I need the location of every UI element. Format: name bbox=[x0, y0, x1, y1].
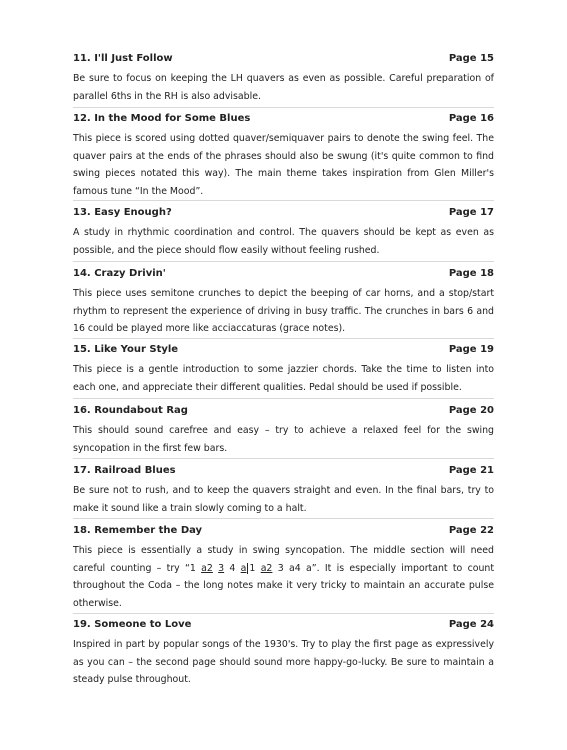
divider bbox=[73, 398, 494, 399]
entry-description: This piece is a gentle introduction to some jazzier chords. Take the time to listen into each one, and appreciate their different qualities. Pedal should be used if possible. bbox=[73, 364, 494, 393]
entry-title: 15. Like Your Style bbox=[73, 344, 179, 355]
count-syllable: 4 bbox=[229, 562, 236, 574]
entry-16 bbox=[73, 404, 494, 457]
entry-17 bbox=[73, 464, 494, 517]
entry-page-number: Page 16 bbox=[448, 113, 494, 124]
entry-11 bbox=[73, 52, 494, 105]
divider bbox=[73, 458, 494, 459]
count-syllable: a2 bbox=[260, 562, 273, 574]
entry-page-number: Page 22 bbox=[448, 525, 494, 536]
entry-description: A study in rhythmic coordination and control. The quavers should be kept as even as possible, and the piece should flow easily without feeling rushed. bbox=[73, 227, 494, 256]
entry-description bbox=[73, 542, 494, 612]
count-syllable: a bbox=[240, 562, 247, 574]
entry-title: 14. Crazy Drivin' bbox=[73, 268, 166, 279]
entry-description: This piece uses semitone crunches to depict the beeping of car horns, and a stop/start rhythm to represent the experience of driving in busy traffic. The crunches in bars 6 and 16 could be played more like acciaccaturas (grace notes). bbox=[73, 288, 494, 334]
entry-12 bbox=[73, 112, 494, 200]
count-syllable: 3 bbox=[218, 562, 225, 574]
divider bbox=[73, 518, 494, 519]
entry-page-number: Page 18 bbox=[448, 268, 494, 279]
entry-header bbox=[73, 404, 494, 418]
entry-page-number: Page 17 bbox=[448, 207, 494, 218]
divider bbox=[73, 261, 494, 262]
entry-header bbox=[73, 524, 494, 538]
count-syllable: a2 bbox=[201, 562, 213, 574]
entry-page-number: Page 24 bbox=[448, 619, 494, 630]
divider bbox=[73, 107, 494, 108]
entry-page-number: Page 20 bbox=[448, 405, 494, 416]
divider bbox=[73, 613, 494, 614]
entry-header bbox=[73, 618, 494, 632]
entry-14 bbox=[73, 267, 494, 338]
entry-page-number: Page 19 bbox=[448, 344, 494, 355]
entry-description: Be sure to focus on keeping the LH quavers as even as possible. Careful preparation of parallel 6ths in the RH is also advisable. bbox=[73, 73, 494, 102]
entry-title: 19. Someone to Love bbox=[73, 619, 192, 630]
count-syllable: 1 bbox=[249, 562, 256, 574]
divider bbox=[73, 338, 494, 339]
entry-title: 11. I'll Just Follow bbox=[73, 53, 173, 64]
entry-text-before: This piece is essentially a study in swing syncopation. The middle section will need careful counting – try “1 bbox=[73, 545, 494, 574]
entry-description: This piece is scored using dotted quaver/semiquaver pairs to denote the swing feel. The quaver pairs at the ends of the phrases should also be swung (it's quite common to find swing pieces notated this way). The main theme takes inspiration from Glen Miller's famous tune “In the Mood”. bbox=[73, 133, 494, 197]
entry-title: 12. In the Mood for Some Blues bbox=[73, 113, 251, 124]
entry-title: 17. Railroad Blues bbox=[73, 465, 176, 476]
entry-title: 13. Easy Enough? bbox=[73, 207, 172, 218]
entry-19 bbox=[73, 618, 494, 689]
entry-page-number: Page 15 bbox=[448, 53, 494, 64]
entry-18 bbox=[73, 524, 494, 612]
entry-header bbox=[73, 343, 494, 357]
entry-description: Inspired in part by popular songs of the 1930's. Try to play the first page as expressively as you can – the second page should sound more happy-go-lucky. Be sure to maintain a steady pulse throughout. bbox=[73, 639, 494, 685]
entry-title: 16. Roundabout Rag bbox=[73, 405, 188, 416]
entry-header bbox=[73, 464, 494, 478]
divider bbox=[73, 200, 494, 201]
entry-title: 18. Remember the Day bbox=[73, 525, 203, 536]
entry-header bbox=[73, 267, 494, 281]
entry-page-number: Page 21 bbox=[448, 465, 494, 476]
count-syllable: a bbox=[305, 562, 312, 574]
entry-description: Be sure not to rush, and to keep the quavers straight and even. In the final bars, try to make it sound like a train slowly coming to a halt. bbox=[73, 485, 494, 514]
count-syllable: a4 bbox=[288, 562, 301, 574]
entry-header bbox=[73, 52, 494, 66]
entry-13 bbox=[73, 206, 494, 259]
entry-header bbox=[73, 112, 494, 126]
entry-header bbox=[73, 206, 494, 220]
count-syllable: 3 bbox=[277, 562, 284, 574]
entry-15 bbox=[73, 343, 494, 396]
entry-description: This should sound carefree and easy – try to achieve a relaxed feel for the swing syncopation in the first few bars. bbox=[73, 425, 494, 454]
entry-text-after: ”. It is especially important to count throughout the Coda – the long notes make it very tricky to maintain an accurate pulse otherwise. bbox=[73, 562, 495, 609]
